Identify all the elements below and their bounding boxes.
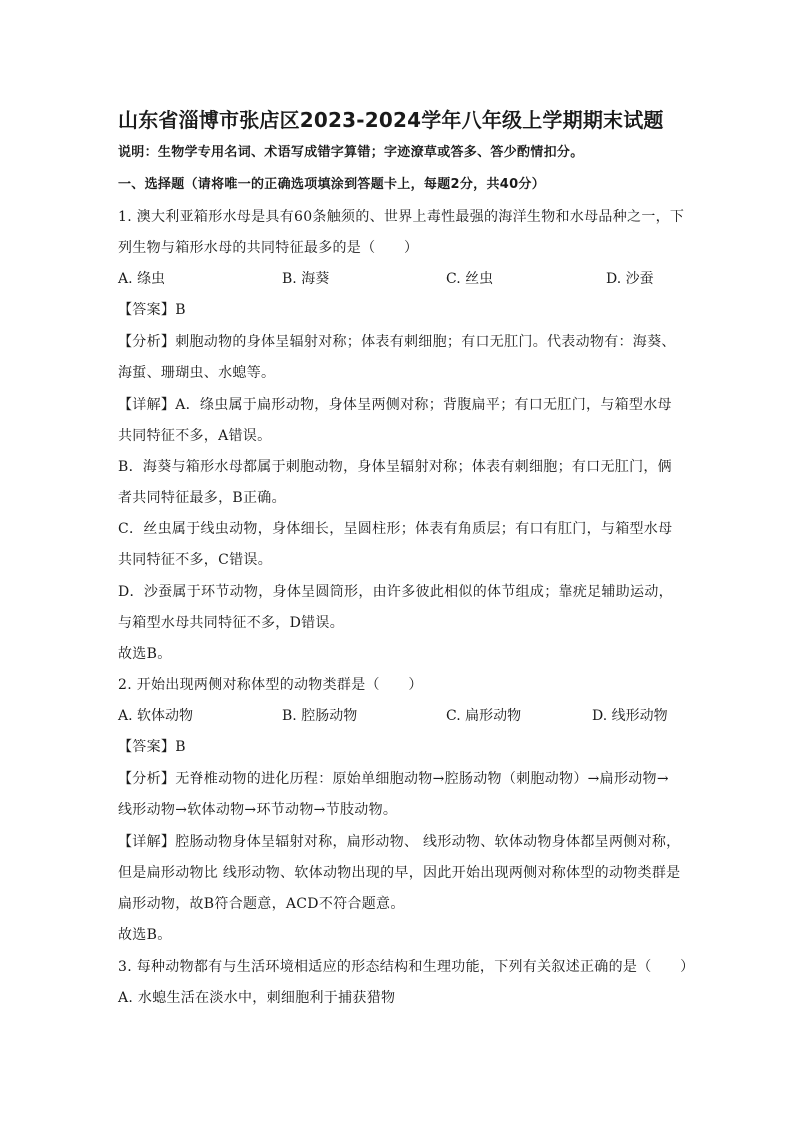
exam-note: 说明：生物学专用名词、术语写成错字算错；字迹潦草或答多、答少酌情扣分。 (118, 145, 584, 160)
q1-stem-line2: 列生物与箱形水母的共同特征最多的是（ ） (118, 240, 419, 256)
q2-choice: 故选B。 (118, 927, 172, 943)
q1-detail-b-line2: 者共同特征最多，B正确。 (118, 490, 286, 506)
q2-answer: 【答案】B (118, 739, 186, 755)
q2-detail-line3: 扁形动物，故B符合题意，ACD不符合题意。 (118, 896, 405, 912)
q1-analysis-line1: 【分析】刺胞动物的身体呈辐射对称；体表有刺细胞；有口无肛门。代表动物有：海葵、 (118, 334, 676, 350)
q2-option-c: C. 扁形动物 (446, 708, 522, 724)
q1-detail-c-line1: C．丝虫属于线虫动物，身体细长，呈圆柱形；体表有角质层；有口有肛门，与箱型水母 (118, 521, 673, 537)
section-heading-choice: 一、选择题（请将唯一的正确选项填涂到答题卡上，每题2分，共40分） (118, 177, 546, 192)
q2-option-a: A. 软体动物 (118, 708, 194, 724)
q1-detail-b-line1: B．海葵与箱形水母都属于刺胞动物，身体呈辐射对称；体表有刺细胞；有口无肛门，俩 (118, 459, 672, 475)
q2-analysis-line2: 线形动物→软体动物→环节动物→节肢动物。 (118, 802, 398, 818)
q2-stem: 2. 开始出现两侧对称体型的动物类群是（ ） (118, 677, 423, 693)
q1-option-c: C. 丝虫 (446, 271, 494, 287)
q1-analysis-line2: 海蜇、珊瑚虫、水螅等。 (118, 365, 276, 381)
q2-detail-line2: 但是扁形动物比 线形动物、软体动物出现的早，因此开始出现两侧对称体型的动物类群是 (118, 865, 681, 881)
q1-detail-d-line1: D．沙蚕属于环节动物，身体呈圆筒形，由许多彼此相似的体节组成；靠疣足辅助运动， (118, 584, 673, 600)
q1-stem-line1: 1. 澳大利亚箱形水母是具有60条触须的、世界上毒性最强的海洋生物和水母品种之一，下 (118, 209, 685, 225)
q1-option-d: D. 沙蚕 (606, 271, 654, 287)
q1-detail-d-line2: 与箱型水母共同特征不多，D错误。 (118, 615, 345, 631)
q2-analysis-line1: 【分析】无脊椎动物的进化历程：原始单细胞动物→腔肠动物（刺胞动物）→扁形动物→ (118, 771, 669, 787)
q1-detail-c-line2: 共同特征不多，C错误。 (118, 552, 273, 568)
q1-option-b: B. 海葵 (282, 271, 330, 287)
q3-option-a: A. 水螅生活在淡水中，刺细胞利于捕获猎物 (118, 990, 396, 1006)
q1-detail-a-line2: 共同特征不多，A错误。 (118, 428, 272, 444)
q1-option-a: A. 绦虫 (118, 271, 166, 287)
q2-option-d: D. 线形动物 (592, 708, 668, 724)
q1-detail-a-line1: 【详解】A．绦虫属于扁形动物，身体呈两侧对称；背腹扁平；有口无肛门，与箱型水母 (118, 397, 672, 413)
q2-option-b: B. 腔肠动物 (282, 708, 358, 724)
q1-choice: 故选B。 (118, 646, 172, 662)
exam-title: 山东省淄博市张店区2023-2024学年八年级上学期期末试题 (118, 108, 664, 132)
q1-answer: 【答案】B (118, 302, 186, 318)
q3-stem: 3. 每种动物都有与生活环境相适应的形态结构和生理功能，下列有关叙述正确的是（ ） (118, 959, 695, 975)
q2-detail-line1: 【详解】腔肠动物身体呈辐射对称，扁形动物、 线形动物、软体动物身体都呈两侧对称， (118, 834, 681, 850)
